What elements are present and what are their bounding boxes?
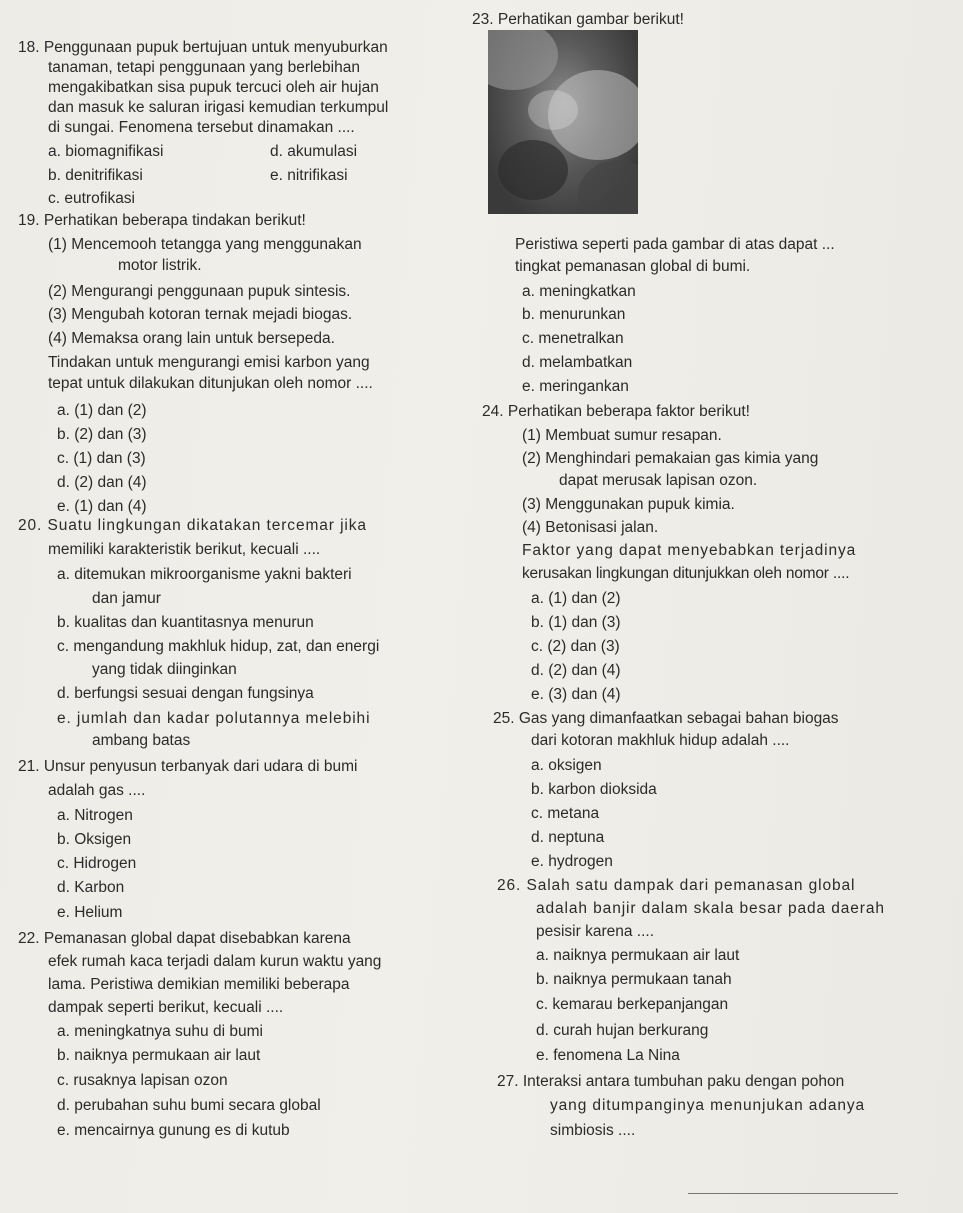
question-19-option-b: b. (2) dan (3) xyxy=(57,426,147,443)
question-27-stem-line: simbiosis .... xyxy=(550,1122,636,1139)
question-22-option-a: a. meningkatnya suhu di bumi xyxy=(57,1023,263,1040)
question-21-option-d: d. Karbon xyxy=(57,879,125,896)
question-18-stem-line: dan masuk ke saluran irigasi kemudian terkumpul xyxy=(48,99,389,116)
question-24-prompt: Faktor yang dapat menyebabkan terjadinya xyxy=(522,542,857,559)
question-18-stem: 18. Penggunaan pupuk bertujuan untuk menyuburkan xyxy=(18,39,388,56)
question-27-stem-line: yang ditumpanginya menunjukan adanya xyxy=(550,1097,866,1114)
forest-fire-photo xyxy=(488,30,638,214)
question-24-option-c: c. (2) dan (3) xyxy=(531,638,620,655)
question-22-stem-line: efek rumah kaca terjadi dalam kurun waktu yang xyxy=(48,953,382,970)
question-24-option-a: a. (1) dan (2) xyxy=(531,590,621,607)
question-26-stem: 26. Salah satu dampak dari pemanasan global xyxy=(497,877,856,894)
question-24-item-2: (2) Menghindari pemakaian gas kimia yang xyxy=(522,450,819,467)
question-21-option-e: e. Helium xyxy=(57,904,123,921)
question-18-stem-line: tanaman, tetapi penggunaan yang berlebihan xyxy=(48,59,360,76)
question-20-option-c: c. mengandung makhluk hidup, zat, dan energi xyxy=(57,638,380,655)
question-19-option-c: c. (1) dan (3) xyxy=(57,450,146,467)
question-24-prompt-cont: kerusakan lingkungan ditunjukkan oleh nomor .... xyxy=(522,565,850,582)
question-22-option-d: d. perubahan suhu bumi secara global xyxy=(57,1097,321,1114)
question-24-option-d: d. (2) dan (4) xyxy=(531,662,621,679)
question-20-stem-cont: memiliki karakteristik berikut, kecuali .... xyxy=(48,541,321,558)
question-25-stem: 25. Gas yang dimanfaatkan sebagai bahan biogas xyxy=(493,710,839,727)
question-25-stem-cont: dari kotoran makhluk hidup adalah .... xyxy=(531,732,790,749)
question-25-option-a: a. oksigen xyxy=(531,757,602,774)
question-25-option-e: e. hydrogen xyxy=(531,853,613,870)
question-27-stem: 27. Interaksi antara tumbuhan paku dengan pohon xyxy=(497,1073,845,1090)
question-25-option-b: b. karbon dioksida xyxy=(531,781,657,798)
question-18-option-a: a. biomagnifikasi xyxy=(48,143,164,160)
question-24-option-e: e. (3) dan (4) xyxy=(531,686,621,703)
question-26-stem-line: pesisir karena .... xyxy=(536,923,655,940)
question-22-stem-line: lama. Peristiwa demikian memiliki beberapa xyxy=(48,976,350,993)
question-26-stem-line: adalah banjir dalam skala besar pada daerah xyxy=(536,900,885,917)
question-26-option-a: a. naiknya permukaan air laut xyxy=(536,947,740,964)
question-19-prompt: Tindakan untuk mengurangi emisi karbon yang xyxy=(48,354,370,371)
question-20-option-e-cont: ambang batas xyxy=(92,732,191,749)
question-20-option-e: e. jumlah dan kadar polutannya melebihi xyxy=(57,710,371,727)
question-23-stem: 23. Perhatikan gambar berikut! xyxy=(472,11,684,28)
question-18-stem-line: mengakibatkan sisa pupuk tercuci oleh air hujan xyxy=(48,79,379,96)
question-21-stem: 21. Unsur penyusun terbanyak dari udara di bumi xyxy=(18,758,358,775)
question-18-stem-line: di sungai. Fenomena tersebut dinamakan .... xyxy=(48,119,355,136)
question-24-item-1: (1) Membuat sumur resapan. xyxy=(522,427,722,444)
question-24-item-2-cont: dapat merusak lapisan ozon. xyxy=(559,472,758,489)
question-21-option-c: c. Hidrogen xyxy=(57,855,137,872)
question-22-stem: 22. Pemanasan global dapat disebabkan karena xyxy=(18,930,351,947)
question-20-option-c-cont: yang tidak diinginkan xyxy=(92,661,237,678)
question-23-option-b: b. menurunkan xyxy=(522,306,626,323)
question-23-prompt: Peristiwa seperti pada gambar di atas dapat ... xyxy=(515,236,835,253)
question-19-option-a: a. (1) dan (2) xyxy=(57,402,147,419)
question-21-stem-cont: adalah gas .... xyxy=(48,782,146,799)
question-19-item-1-cont: motor listrik. xyxy=(118,257,202,274)
question-22-stem-line: dampak seperti berikut, kecuali .... xyxy=(48,999,284,1016)
question-23-option-e: e. meringankan xyxy=(522,378,629,395)
question-19-item-4: (4) Memaksa orang lain untuk bersepeda. xyxy=(48,330,335,347)
question-20-option-a: a. ditemukan mikroorganisme yakni bakteri xyxy=(57,566,352,583)
question-23-option-c: c. menetralkan xyxy=(522,330,624,347)
question-24-stem: 24. Perhatikan beberapa faktor berikut! xyxy=(482,403,750,420)
question-23-option-a: a. meningkatkan xyxy=(522,283,636,300)
question-24-item-4: (4) Betonisasi jalan. xyxy=(522,519,659,536)
question-26-option-e: e. fenomena La Nina xyxy=(536,1047,680,1064)
question-23-prompt-cont: tingkat pemanasan global di bumi. xyxy=(515,258,751,275)
question-19-option-e: e. (1) dan (4) xyxy=(57,498,147,515)
question-20-option-a-cont: dan jamur xyxy=(92,590,161,607)
question-19-item-2: (2) Mengurangi penggunaan pupuk sintesis. xyxy=(48,283,351,300)
question-20-stem: 20. Suatu lingkungan dikatakan tercemar jika xyxy=(18,517,367,534)
question-19-item-3: (3) Mengubah kotoran ternak mejadi biogas. xyxy=(48,306,353,323)
question-19-option-d: d. (2) dan (4) xyxy=(57,474,147,491)
question-18-option-e: e. nitrifikasi xyxy=(270,167,348,184)
question-19-prompt-cont: tepat untuk dilakukan ditunjukan oleh nomor .... xyxy=(48,375,373,392)
question-26-option-b: b. naiknya permukaan tanah xyxy=(536,971,732,988)
question-20-option-b: b. kualitas dan kuantitasnya menurun xyxy=(57,614,314,631)
question-22-option-e: e. mencairnya gunung es di kutub xyxy=(57,1122,290,1139)
question-20-option-d: d. berfungsi sesuai dengan fungsinya xyxy=(57,685,314,702)
question-18-option-c: c. eutrofikasi xyxy=(48,190,136,207)
page-edge-rule xyxy=(688,1193,898,1194)
question-24-option-b: b. (1) dan (3) xyxy=(531,614,621,631)
question-18-option-b: b. denitrifikasi xyxy=(48,167,143,184)
question-19-item-1: (1) Mencemooh tetangga yang menggunakan xyxy=(48,236,362,253)
question-21-option-b: b. Oksigen xyxy=(57,831,132,848)
question-19-stem: 19. Perhatikan beberapa tindakan berikut! xyxy=(18,212,306,229)
question-24-item-3: (3) Menggunakan pupuk kimia. xyxy=(522,496,735,513)
question-22-option-c: c. rusaknya lapisan ozon xyxy=(57,1072,228,1089)
question-21-option-a: a. Nitrogen xyxy=(57,807,133,824)
question-25-option-c: c. metana xyxy=(531,805,600,822)
question-18-option-d: d. akumulasi xyxy=(270,143,358,160)
question-22-option-b: b. naiknya permukaan air laut xyxy=(57,1047,261,1064)
question-23-option-d: d. melambatkan xyxy=(522,354,633,371)
question-26-option-d: d. curah hujan berkurang xyxy=(536,1022,709,1039)
question-26-option-c: c. kemarau berkepanjangan xyxy=(536,996,729,1013)
question-25-option-d: d. neptuna xyxy=(531,829,605,846)
